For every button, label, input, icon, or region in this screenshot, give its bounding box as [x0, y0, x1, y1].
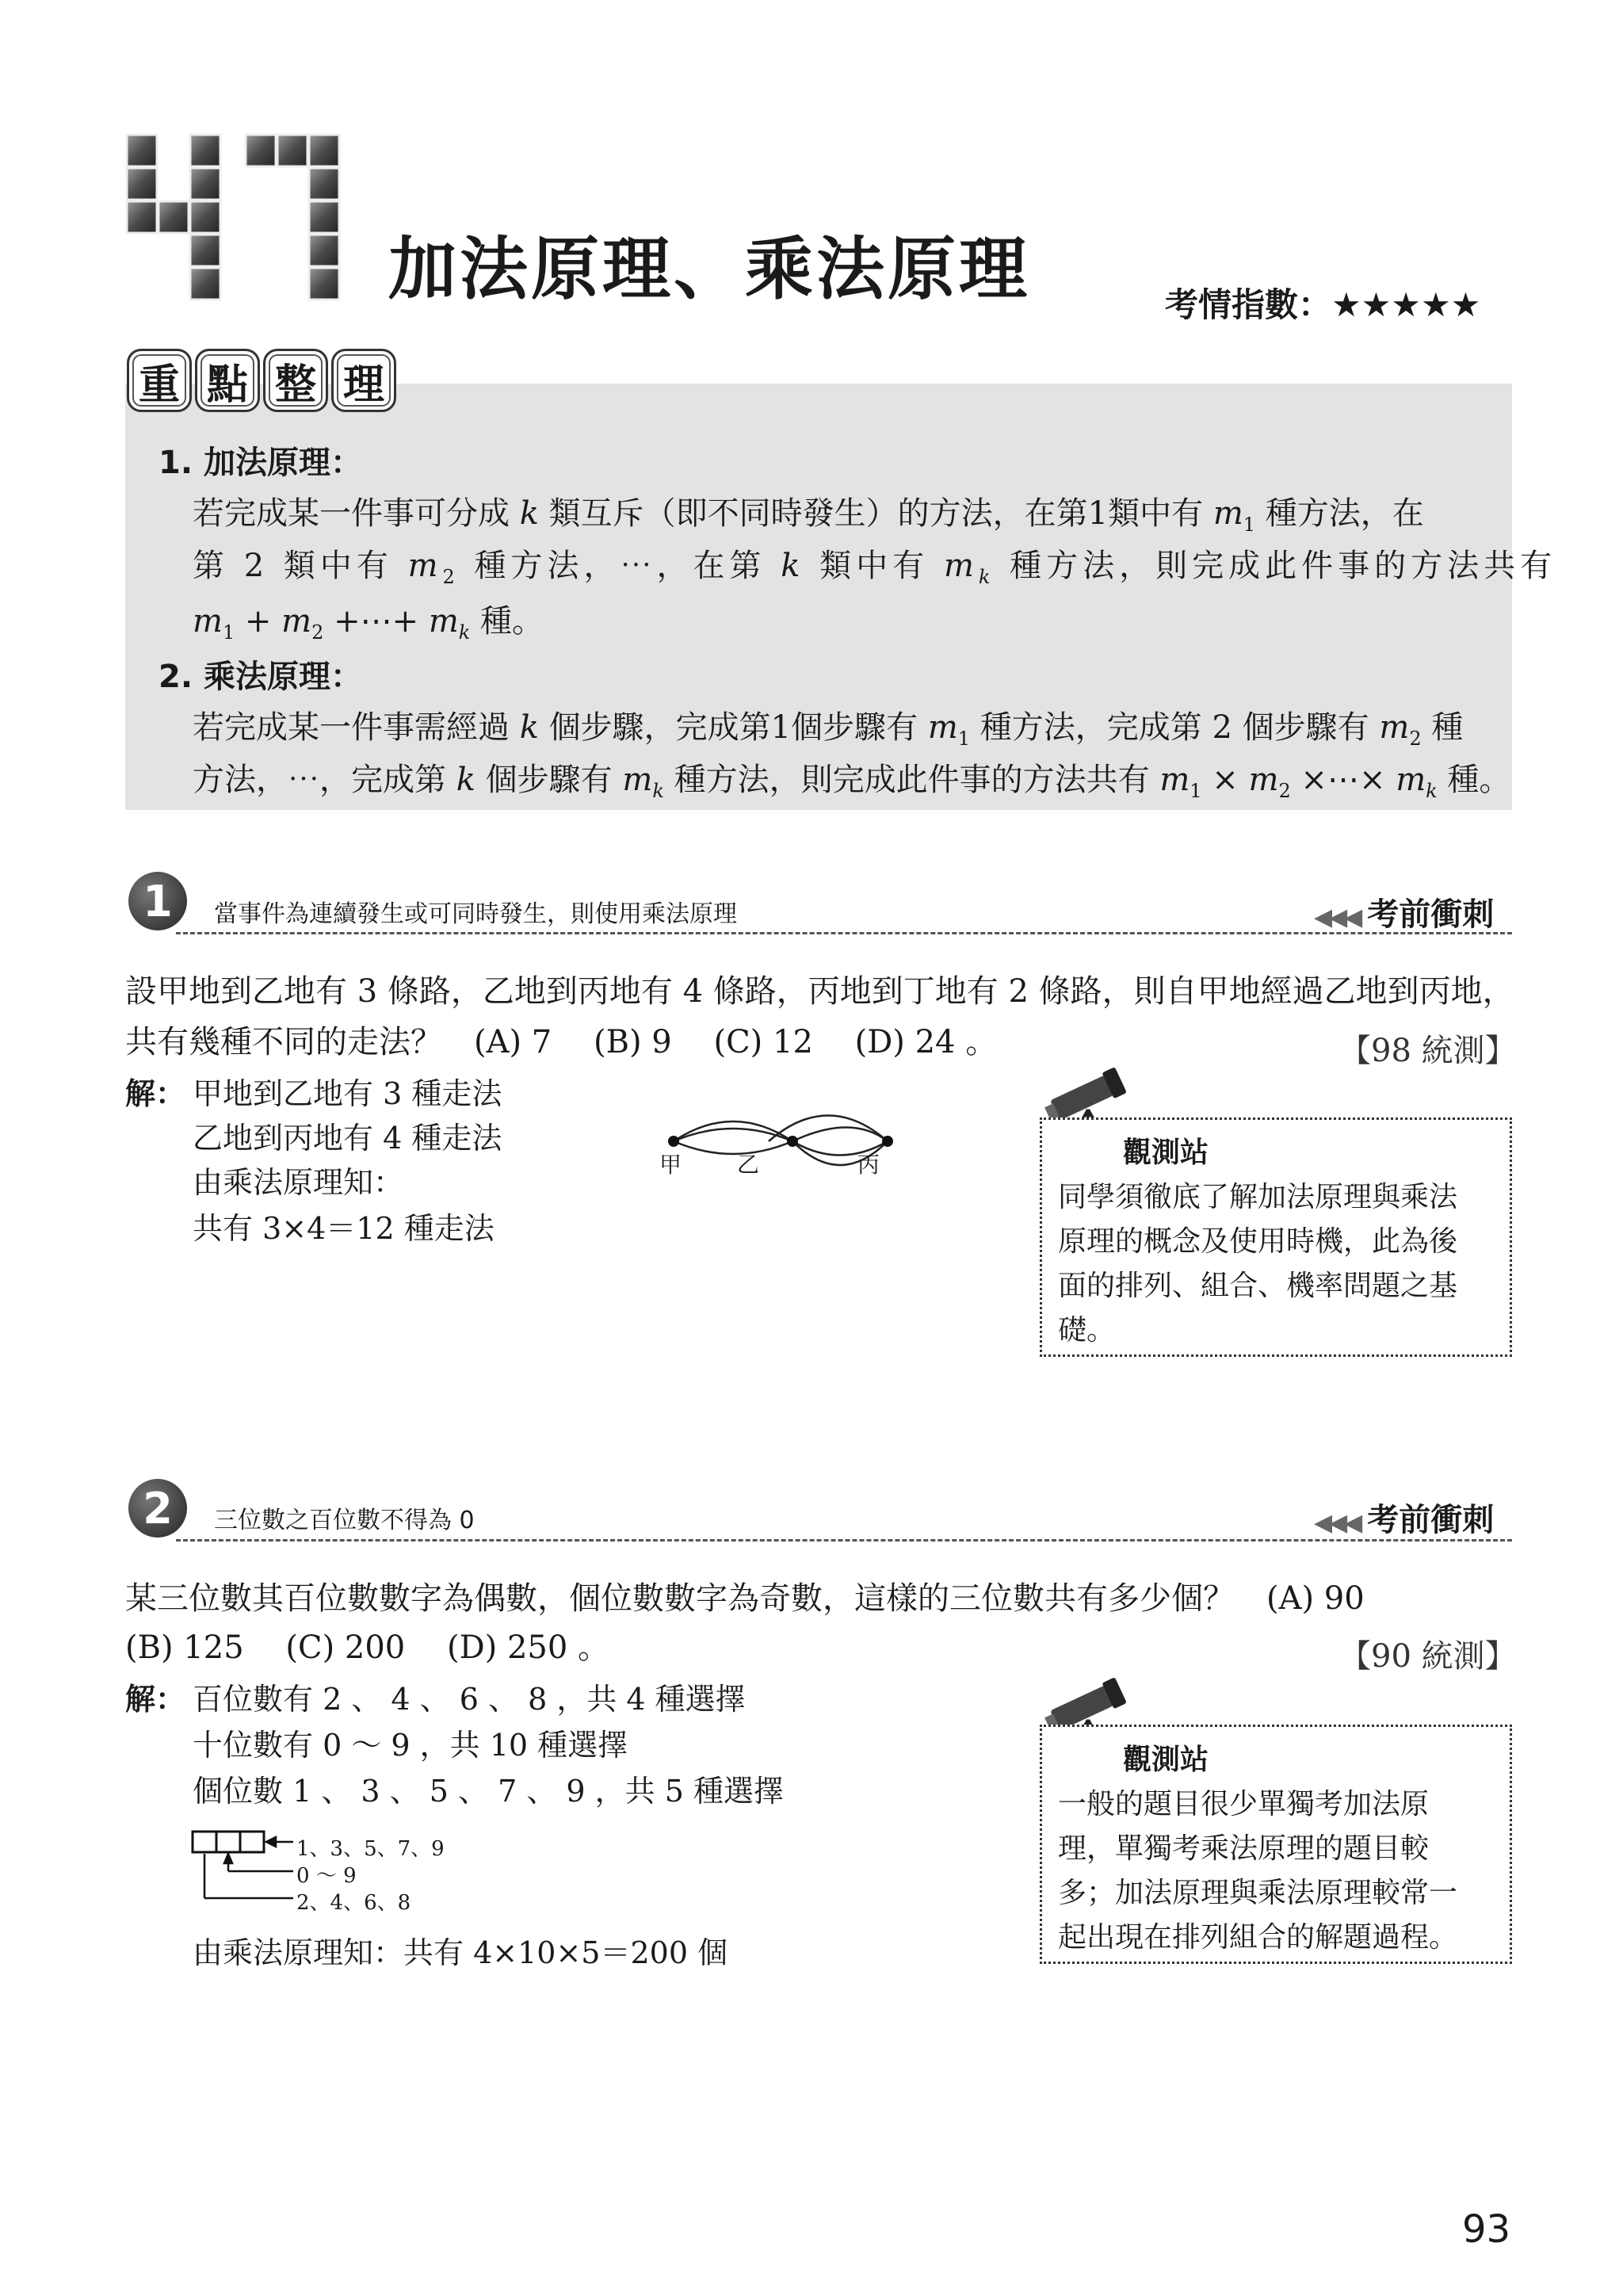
triple-left-arrow-icon: ◀◀◀: [1314, 1509, 1360, 1537]
badge-char: 點: [195, 349, 260, 412]
observation-line: 一般的題目很少單獨考加法原: [1058, 1788, 1430, 1820]
question-number-badge: 2: [128, 1479, 187, 1538]
solution-label: 解：: [125, 1682, 186, 1717]
observation-line: 理，單獨考乘法原理的題目較: [1058, 1832, 1430, 1865]
route-diagram: [650, 1110, 888, 1197]
solution-line: 乙地到丙地有 4 種走法: [193, 1121, 502, 1156]
observation-box: [1040, 1117, 1512, 1357]
node-label-jia: 甲: [659, 1152, 682, 1178]
observation-title: 觀測站: [1123, 1137, 1209, 1169]
badge-char: 重: [127, 349, 192, 412]
section-divider: [176, 932, 1512, 934]
chapter-title: 加法原理、乘法原理: [388, 230, 1030, 309]
exam-sprint-tag: ◀◀◀ 考前衝刺: [1314, 896, 1495, 933]
addition-principle-heading: 1. 加法原理：: [158, 445, 362, 481]
node-jia: [668, 1136, 679, 1147]
node-label-yi: 乙: [737, 1152, 760, 1178]
solution-conclusion: 由乘法原理知：共有 4×10×5＝200 個: [193, 1935, 728, 1970]
multiplication-principle-line-2: 方法，⋯，完成第 k 個步驟有 $m_k$ 種方法，則完成此件事的方法共有 $m_1 \times m_2$ ×⋯× $m_k$ 種。: [193, 762, 1511, 802]
addition-principle-line-2: 第 2 類中有 $m_2$ 種方法，⋯，在第 k 類中有 $m_k$ 種方法，則完成此件事的方法共有: [193, 548, 1557, 588]
multiplication-principle-heading: 2. 乘法原理：: [158, 659, 362, 695]
addition-principle-formula: $m_1 + m_2$ +⋯+ $m_k$ 種。: [193, 603, 544, 644]
observation-box: [1040, 1725, 1512, 1964]
solution-line: 個位數 1 、 3 、 5 、 7 、 9 ，共 5 種選擇: [193, 1774, 785, 1809]
exam-frequency-rating: 考情指數：★★★★★: [1165, 285, 1481, 324]
observation-line: 原理的概念及使用時機，此為後: [1058, 1225, 1458, 1258]
tens-digit-options: 0 ～ 9: [296, 1864, 357, 1888]
digit-boxes-diagram: [190, 1827, 301, 1906]
hundreds-digit-options: 2、4、6、8: [296, 1891, 411, 1915]
chapter-number-text: 47: [119, 107, 136, 122]
observation-line: 礎。: [1058, 1314, 1116, 1347]
node-label-bing: 丙: [857, 1152, 880, 1178]
section-divider: [176, 1539, 1512, 1541]
question-topic: 三位數之百位數不得為 0: [214, 1507, 475, 1534]
observation-line: 面的排列、組合、機率問題之基: [1058, 1270, 1458, 1302]
node-bing: [882, 1136, 893, 1147]
question-topic: 當事件為連續發生或可同時發生，則使用乘法原理: [214, 900, 737, 928]
question-source: 【98 統測】: [1339, 1033, 1517, 1069]
question-text-line-1: 某三位數其百位數數字為偶數，個位數數字為奇數，這樣的三位數共有多少個？ (A) 90: [125, 1580, 1365, 1617]
solution-line: 甲地到乙地有 3 種走法: [193, 1076, 502, 1111]
question-text-line-2: (B) 125 (C) 200 (D) 250 。: [125, 1629, 610, 1666]
chapter-number-graphic: [119, 107, 365, 325]
solution-label: 解：: [125, 1076, 186, 1111]
observation-title: 觀測站: [1123, 1744, 1209, 1776]
badge-char: 整: [263, 349, 328, 412]
node-yi: [787, 1136, 798, 1147]
question-source: 【90 統測】: [1339, 1638, 1517, 1675]
ones-digit-options: 1、3、5、7、9: [296, 1837, 445, 1861]
solution-line: 百位數有 2 、 4 、 6 、 8 ，共 4 種選擇: [193, 1682, 746, 1717]
solution-line: 共有 3×4＝12 種走法: [193, 1211, 495, 1246]
question-text-line-1: 設甲地到乙地有 3 條路，乙地到丙地有 4 條路，丙地到丁地有 2 條路，則自甲地經過乙地到丙地，: [125, 973, 1514, 1010]
observation-line: 起出現在排列組合的解題過程。: [1058, 1921, 1458, 1954]
key-points-badge: [127, 349, 396, 411]
badge-char: 理: [331, 349, 396, 412]
multiplication-principle-line-1: 若完成某一件事需經過 k 個步驟，完成第1個步驟有 $m_1$ 種方法，完成第 2 個步驟有 $m_2$ 種: [193, 709, 1464, 750]
question-number-badge: 1: [128, 872, 187, 930]
observation-line: 同學須徹底了解加法原理與乘法: [1058, 1181, 1458, 1213]
solution-line: 十位數有 0 ～ 9 ，共 10 種選擇: [193, 1728, 628, 1763]
question-text-line-2: 共有幾種不同的走法？ (A) 7 (B) 9 (C) 12 (D) 24 。: [125, 1024, 998, 1060]
observation-line: 多；加法原理與乘法原理較常一: [1058, 1877, 1458, 1909]
addition-principle-line-1: 若完成某一件事可分成 k 類互斥（即不同時發生）的方法，在第1類中有 $m_1$ 種方法，在: [193, 495, 1424, 536]
solution-line: 由乘法原理知：: [193, 1165, 404, 1200]
exam-sprint-tag: ◀◀◀ 考前衝刺: [1314, 1502, 1495, 1538]
page-number: 93: [1462, 2207, 1511, 2252]
triple-left-arrow-icon: ◀◀◀: [1314, 904, 1360, 931]
